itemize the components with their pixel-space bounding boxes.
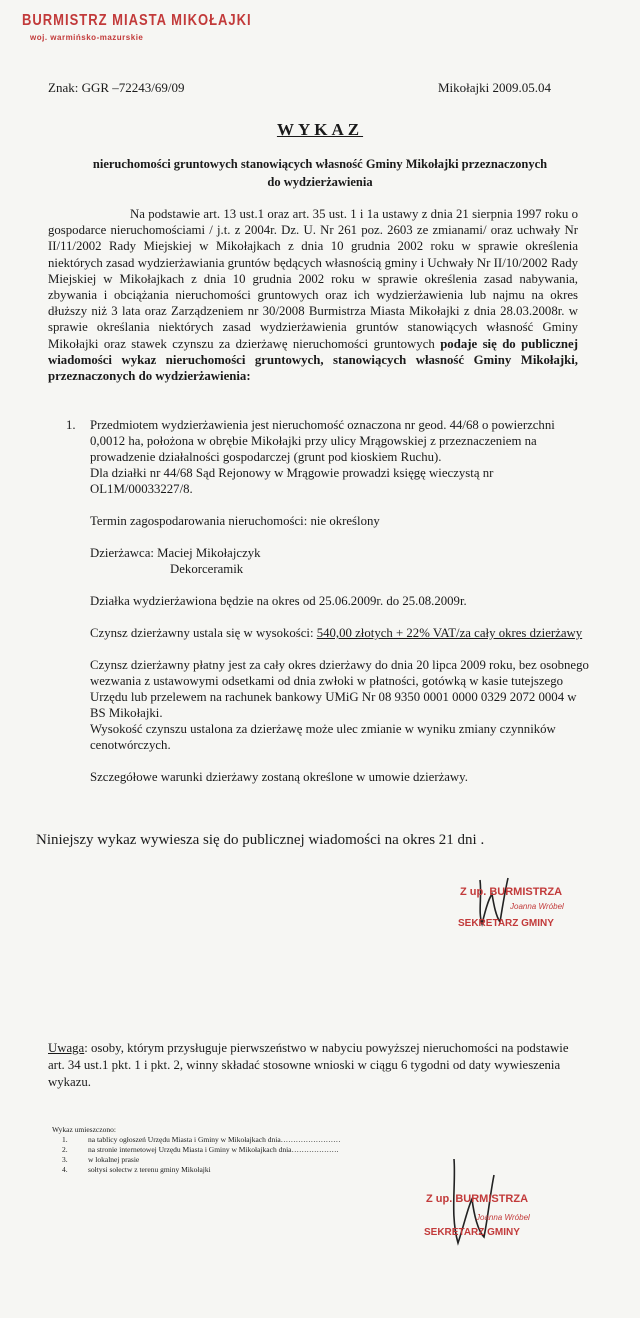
posting-item: 1. na tablicy ogłoszeń Urzędu Miasta i Gminy w Mikołajkach dnia…………………… bbox=[62, 1135, 341, 1144]
tenant-company: Dekorceramik bbox=[170, 562, 244, 576]
posting-item: 4. sołtysi sołectw z terenu gminy Mikołajki bbox=[62, 1165, 211, 1174]
signature-2-line-2: Joanna Wróbel bbox=[476, 1213, 530, 1222]
signature-1-line-2: Joanna Wróbel bbox=[510, 902, 564, 911]
item-number: 1. bbox=[66, 418, 76, 432]
signature-1-line-1: Z up. BURMISTRZA bbox=[460, 886, 563, 898]
handwritten-signature-2 bbox=[420, 1155, 600, 1265]
rent-label: Czynsz dzierżawny ustala się w wysokości: bbox=[90, 626, 317, 640]
tenant-label: Dzierżawca: Maciej Mikołajczyk bbox=[90, 546, 261, 560]
rent-value: 540,00 złotych + 22% VAT/za cały okres dzierżawy bbox=[316, 626, 583, 640]
posting-heading: Wykaz umieszczono: bbox=[52, 1125, 116, 1134]
signature-2-line-1: Z up. BURMISTRZA bbox=[426, 1193, 529, 1205]
note-label: Uwaga bbox=[48, 1041, 85, 1055]
reference-number: Znak: GGR –72243/69/09 bbox=[48, 80, 185, 95]
posting-item: 3. w lokalnej prasie bbox=[62, 1155, 140, 1164]
intro-paragraph bbox=[48, 206, 578, 384]
intro-bold-text: podaje się do publicznej wiadomości wykaz nieruchomości gruntowych, stanowiących własność Gminy Mikołajki, przeznaczonych do wydzierżawienia: bbox=[48, 336, 578, 384]
item-description: Przedmiotem wydzierżawienia jest nieruchomość oznaczona nr geod. 44/68 o powierzchni 0,0012 ha, położona w obrębie Mikołajki przy ulicy Mrągowskiej z przeznaczeniem na prowadzenie działalności gospodarczej (grunt pod kioskiem Ruchu). bbox=[90, 418, 555, 464]
note-paragraph bbox=[48, 1040, 588, 1091]
posting-item: 2. na stronie internetowej Urzędu Miasta i Gminy w Mikołajkach dnia………………. bbox=[62, 1145, 339, 1154]
signature-1-line-3: SEKRETARZ GMINY bbox=[458, 918, 554, 929]
document-title: WYKAZ bbox=[276, 120, 364, 139]
payment-terms: Czynsz dzierżawny płatny jest za cały okres dzierżawy do dnia 20 lipca 2009 roku, bez osobnego wezwania z ustawowymi odsetkami od dnia zwłoki w płatności, gotówką w kasie tutejszego Urzędu lub przelewem na rachunek bankowy UMiG Nr 08 9350 0001 0000 0329 2072 0004 w BS Mikołajki. bbox=[90, 658, 589, 720]
lease-conditions: Szczegółowe warunki dzierżawy zostaną określone w umowie dzierżawy. bbox=[90, 770, 468, 784]
public-notice: Niniejszy wykaz wywiesza się do publicznej wiadomości na okres 21 dni . bbox=[36, 832, 485, 848]
subtitle-line-2: do wydzierżawienia bbox=[267, 175, 373, 189]
subtitle-line-1: nieruchomości gruntowych stanowiących własność Gminy Mikołajki przeznaczonych bbox=[92, 157, 548, 171]
stamp-line-2: woj. warmińsko-mazurskie bbox=[30, 33, 144, 42]
land-register: Dla działki nr 44/68 Sąd Rejonowy w Mrągowie prowadzi księgę wieczystą nr OL1M/00033227/8. bbox=[90, 466, 494, 496]
posting-list bbox=[52, 1125, 341, 1175]
intro-text: Na podstawie art. 13 ust.1 oraz art. 35 ust. 1 i 1a ustawy z dnia 21 sierpnia 1997 roku o gospodarce nieruchomościami / j.t. z 2004r. Dz. U. Nr 261 poz. 2603 ze zmianami/ oraz uchwały Nr II/11/2002 Rady Miejskiej w Mikołajkach z dnia 10 grudnia 2002 roku w sprawie określenia niektórych zasad wydzierżawiania gruntów będących własnością gminy i Uchwały Nr II/10/2002 Rady Miejskiej w Mikołajkach z dnia 10 grudnia 2002 roku w sprawie określenia zasad nabywania, zbywania i obciążania nieruchomości gruntowych oraz ich wydzierżawienia lub najmu na okres dłuższy niż 3 lata oraz Zarządzeniem nr 30/2008 Burmistrza Miasta Mikołajki z dnia 28.03.2008r. w sprawie określania niektórych zasad wydzierżawienia gruntów stanowiących własność Gminy Mikołajki oraz stawek czynszu za dzierżawę nieruchomości gruntowych bbox=[48, 207, 578, 351]
rent-change-note: Wysokość czynszu ustalona za dzierżawę może ulec zmianie w wyniku zmiany czynników cenotwórczych. bbox=[90, 722, 556, 752]
stamp-line-1: BURMISTRZ MIASTA MIKOŁAJKI bbox=[22, 10, 252, 29]
signature-stamp-2 bbox=[420, 1155, 600, 1265]
item-body bbox=[90, 417, 590, 785]
rent-amount bbox=[90, 625, 590, 641]
lease-period: Działka wydzierżawiona będzie na okres od 25.06.2009r. do 25.08.2009r. bbox=[90, 594, 467, 608]
signature-stamp-1 bbox=[452, 872, 602, 942]
document-date: Mikołajki 2009.05.04 bbox=[438, 80, 552, 95]
note-text: : osoby, którym przysługuje pierwszeństwo w nabyciu powyższej nieruchomości na podstawie art. 34 ust.1 pkt. 1 i pkt. 2, winny składać stosowne wnioski w ciągu 6 tygodni od daty wywieszenia wykazu. bbox=[48, 1041, 569, 1089]
document-subtitle bbox=[60, 155, 580, 191]
development-term: Termin zagospodarowania nieruchomości: nie określony bbox=[90, 514, 380, 528]
mayor-stamp bbox=[22, 12, 252, 42]
signature-2-line-3: SEKRETARZ GMINY bbox=[424, 1227, 520, 1238]
